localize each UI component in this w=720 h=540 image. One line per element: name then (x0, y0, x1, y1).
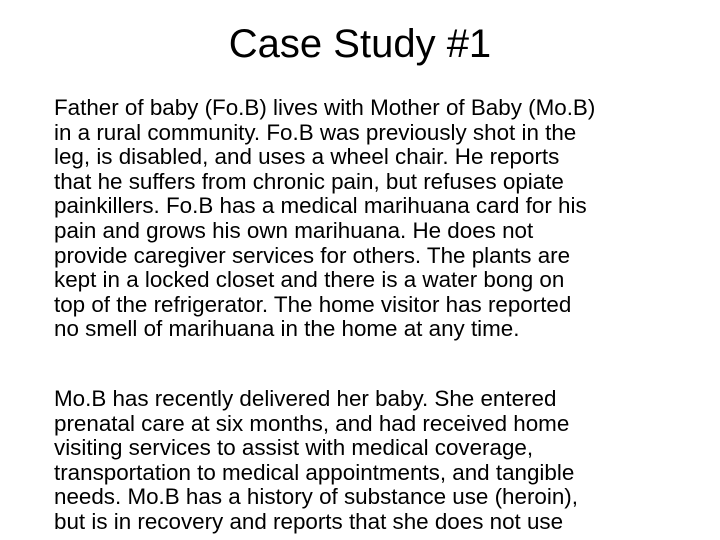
paragraph-line: kept in a locked closet and there is a water bong on (54, 267, 565, 293)
paragraph-line: needs. Mo.B has a history of substance use (heroin), (54, 484, 578, 510)
paragraph-line: provide caregiver services for others. The plants are (54, 242, 571, 268)
paragraph-line: Father of baby (Fo.B) lives with Mother of Baby (Mo.B) (54, 95, 596, 120)
case-paragraph-mother (54, 387, 694, 535)
paragraph-line: leg, is disabled, and uses a wheel chair. He reports (54, 144, 560, 170)
paragraph-line: pain and grows his own marihuana. He does not (54, 217, 534, 243)
slide-title: Case Study #1 (228, 22, 492, 66)
paragraph-line: visiting services to assist with medical coverage, (54, 435, 534, 461)
paragraph-line: painkillers. Fo.B has a medical marihuana card for his (54, 193, 587, 219)
paragraph-line: in a rural community. Fo.B was previously shot in the (54, 119, 577, 145)
paragraph-line: that he suffers from chronic pain, but refuses opiate (54, 168, 564, 194)
paragraph-line: but is in recovery and reports that she does not use (54, 508, 564, 534)
paragraph-line: no smell of marihuana in the home at any time. (54, 316, 520, 342)
paragraph-line: prenatal care at six months, and had received home (54, 410, 570, 436)
paragraph-line: Mo.B has recently delivered her baby. She entered (54, 386, 557, 411)
case-paragraph-father (54, 96, 694, 342)
paragraph-line: top of the refrigerator. The home visitor has reported (54, 291, 572, 317)
paragraph-line: transportation to medical appointments, and tangible (54, 459, 575, 485)
